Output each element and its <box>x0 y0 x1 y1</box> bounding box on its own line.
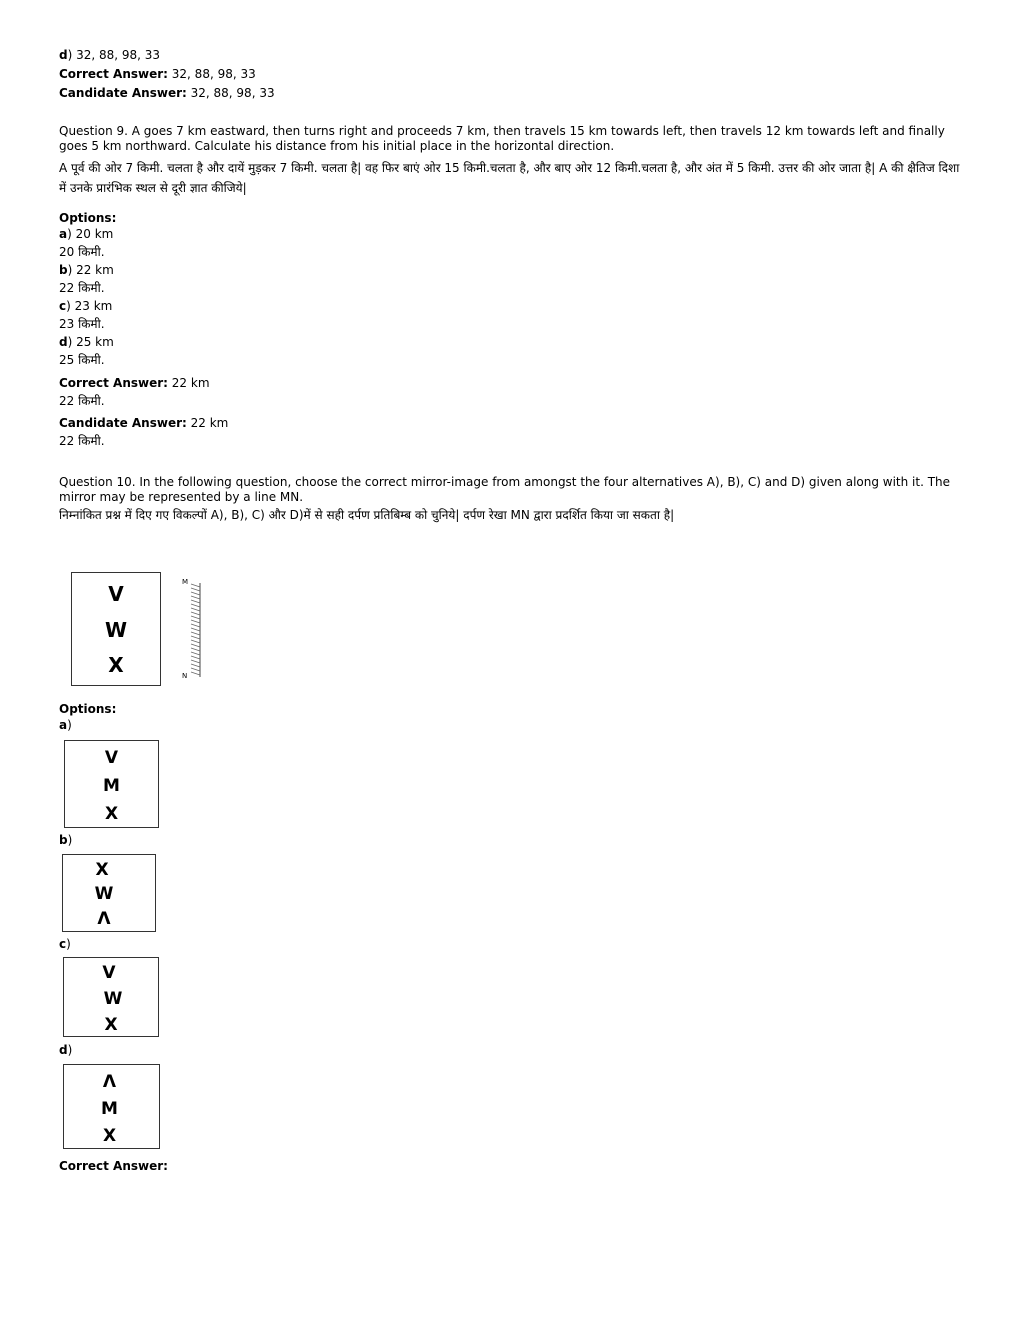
q10-option-b-label: b) <box>59 833 73 847</box>
q9-candidate-answer-hi: 22 किमी. <box>59 434 105 448</box>
option-b-glyph-1: X <box>95 860 109 880</box>
figure-letter-3: X <box>108 653 124 677</box>
option-d-figure <box>63 1064 160 1149</box>
mirror-line-mn <box>180 578 208 684</box>
q9-option-a-hi: 20 किमी. <box>59 245 105 259</box>
q10-text-en: Question 10. In the following question, choose the correct mirror-image from amongst the four alternatives A), B), C) and D) given along with it. The mirror may be represented by a line MN. <box>59 475 951 504</box>
q10-options-label: Options: <box>59 702 117 716</box>
option-a-glyph-3: X <box>104 804 119 824</box>
option-c-figure <box>63 957 159 1037</box>
option-c-glyph-3: X <box>104 1015 118 1035</box>
option-b-glyph-2: W <box>94 884 114 904</box>
option-d-glyph-1: Λ <box>102 1072 117 1092</box>
option-d-glyph-2: M <box>101 1099 118 1119</box>
prev-correct-answer: Correct Answer: 32, 88, 98, 33 <box>59 67 256 81</box>
question-figure-box <box>71 572 161 686</box>
q9-correct-answer: Correct Answer: 22 km <box>59 376 210 390</box>
option-b-figure <box>62 854 156 932</box>
q10-option-c-label: c) <box>59 937 71 951</box>
q9-candidate-answer: Candidate Answer: 22 km <box>59 416 229 430</box>
option-c-glyph-1: V <box>102 963 116 983</box>
q9-option-d-en: d) 25 km <box>59 335 114 349</box>
q9-options-label: Options: <box>59 211 117 225</box>
q10-option-d-label: d) <box>59 1043 73 1057</box>
prev-candidate-answer: Candidate Answer: 32, 88, 98, 33 <box>59 86 275 100</box>
prev-option-d: d) 32, 88, 98, 33 <box>59 48 161 62</box>
option-c-glyph-2: W <box>103 989 123 1009</box>
mirror-hatch-icon <box>180 578 208 684</box>
q9-option-b-en: b) 22 km <box>59 263 114 277</box>
q9-text-en: Question 9. A goes 7 km eastward, then turns right and proceeds 7 km, then travels 15 km towards left, then travels 12 km towards left and finally goes 5 km northward. Calculate his distance from his initial place in the horizontal direction. <box>59 124 945 153</box>
mirror-label-n: N <box>182 672 188 680</box>
option-a-glyph-2: M <box>103 776 120 796</box>
q10-correct-answer: Correct Answer: <box>59 1159 168 1173</box>
q10-option-a-label: a) <box>59 718 72 732</box>
option-a-figure <box>64 740 159 828</box>
option-b-glyph-3: Λ <box>97 909 111 929</box>
q9-option-a-en: a) 20 km <box>59 227 114 241</box>
mirror-label-m: M <box>182 578 189 586</box>
q9-correct-answer-hi: 22 किमी. <box>59 394 105 408</box>
figure-letter-2: W <box>104 618 128 642</box>
q9-option-b-hi: 22 किमी. <box>59 281 105 295</box>
q10-text-hi: निम्नांकित प्रश्न में दिए गए विकल्पों A), B), C) और D)में से सही दर्पण प्रतिबिम्ब को चुनिये| दर्पण रेखा MN द्वारा प्रदर्शित किया जा सकता है| <box>59 508 675 522</box>
q9-option-c-en: c) 23 km <box>59 299 113 313</box>
q9-option-d-hi: 25 किमी. <box>59 353 105 367</box>
option-a-glyph-1: V <box>104 748 119 768</box>
q9-option-c-hi: 23 किमी. <box>59 317 105 331</box>
option-d-glyph-3: X <box>102 1126 117 1146</box>
figure-letter-1: V <box>108 582 124 606</box>
q9-text-hi: A पूर्व की ओर 7 किमी. चलता है और दायें मुड़कर 7 किमी. चलता है| वह फिर बाएं ओर 15 किमी.चलता है, और बाए ओर 12 किमी.चलता है, और अंत में 5 किमी. उत्तर की ओर जाता है| A की क्षैतिज दिशा में उनके प्रारंभिक स्थल से दूरी ज्ञात कीजिये| <box>59 161 960 195</box>
